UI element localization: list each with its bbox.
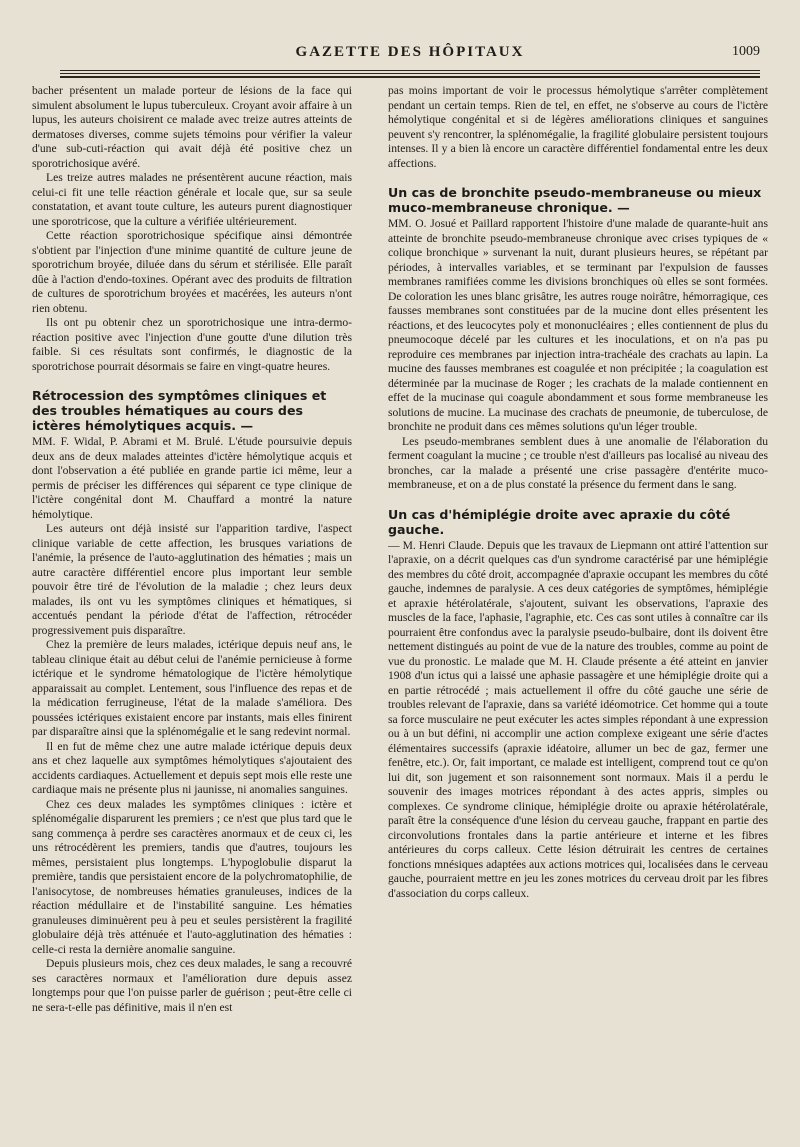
article-paragraph: MM. O. Josué et Paillard rapportent l'histoire d'une malade de quarante-huit ans atteinte de bronchite pseudo-membraneuse chronique avec crises typiques de « colique bronchique » survenant la nuit, durant plusieurs heures, se répétant par périodes, à intervalles variables, et se terminant par l'expulsion de fausses membranes ramifiées comme les divisions bronchiques où elles se sont formées. De coloration les unes blanc grisâtre, les autres rouge noirâtre, hémorragique, ces fausses membranes sont constituées par de la mucine dont elles présentent les réactions, et des leucocytes poly et mononucléaires ; elles contiennent de plus du pneumocoque décelé par les cultures et les inoculations, et on n'a pas pu reproduire ces membranes par injection intra-trachéale des crachats au lapin. La mucine des fausses membranes est coagulée et non précipitée ; la coagulation est déterminée par la mucinase de Roger ; les crachats de la malade contiennent en effet de la mucinase qui coagule abondamment et sous forme membraneuse les solutions de mucine. La mucinase des crachats de pneumonie, de tuberculose, de bronchite ne produit dans ces mêmes solutions qu'un léger trouble. [388,217,768,433]
section-heading: Un cas de bronchite pseudo-membraneuse ou mieux muco-membraneuse chronique. — [388,185,762,215]
left-column [32,84,352,1134]
article-paragraph: Les treize autres malades ne présentèrent aucune réaction, mais celui-ci fit une telle réaction générale et locale que, sur sa seule constatation, et avant toute culture, les auteurs purent diagnostiquer une sporotricose, que la culture a vérifiée ultérieurement. [32,171,352,228]
section-heading: Rétrocession des symptômes cliniques et des troubles hématiques au cours des ictères hémolytiques acquis. — [32,388,327,433]
article-paragraph: pas moins important de voir le processus hémolytique s'arrêter complètement pendant un certain temps. Rien de tel, en effet, ne s'observe au cours de l'ictère hémolytique congénital et si de légères améliorations cliniques et sanguines peuvent s'y rencontrer, la splénomégalie, la fragilité globulaire persistent toujours intenses. Il y a bien là encore un caractère différentiel fondamental entre les deux affections. [388,84,768,170]
article-paragraph: Depuis plusieurs mois, chez ces deux malades, le sang a recouvré ses caractères normaux et l'amélioration dure depuis assez longtemps pour que l'on puisse parler de guérison ; peut-être celle ci ne sera-t-elle pas définitive, mais il n'en est [32,957,352,1014]
right-column [388,84,768,1134]
article-paragraph: Les pseudo-membranes semblent dues à une anomalie de l'élaboration du ferment coagulant la mucine ; ce trouble n'est d'ailleurs pas localisé au niveau des bronches, car la malade a présenté une crise passagère d'entérite muco-membraneuse, et on a de plus constaté la présence du ferment dans le sang. [388,434,768,491]
section-heading: Un cas d'hémiplégie droite avec apraxie du côté gauche. [388,506,731,537]
header-rule [60,73,760,74]
article-paragraph: Cette réaction sporotrichosique spécifique ainsi démontrée s'obtient par l'injection d'une minime quantité de culture jeune de sporotrichum broyée, diluée dans du sérum et stérilisée. Elle paraît dûe à l'action d'endo-toxines. Opérant avec des produits de filtration de cultures de sporotrichum broyées et macérées, les auteurs n'ont rien obtenu. [32,229,352,315]
article-paragraph: — M. Henri Claude. Depuis que les travaux de Liepmann ont attiré l'attention sur l'apraxie, on a décrit quelques cas d'un syndrome caractérisé par une hémiplégie des membres du côté droit, accompagnée d'apraxie occupant les membres du côté gauche, indemnes de paralysie. A ces deux catégories de symptômes, hémiplégie et apraxie hétérolatérale, s'ajoutent, suivant les observations, l'apraxie des muscles de la face, l'aphasie, l'agraphie, etc. Ces cas sont utiles à connaître car ils pourraient être confondus avec la paralysie pseudo-bulbaire, dont ils doivent être nettement distingués au point de vue de la nature des troubles, comme au point de vue du pronostic. Le malade que M. H. Claude présente a été atteint en janvier 1908 d'un ictus qui a laissé une aphasie passagère et une hémiplégie droite qui a en partie rétrocédé ; mais actuellement il offre du côté gauche une série de troubles relevant de l'apraxie, dans sa variété idéomotrice. Cet homme qui a toute sa force musculaire ne peut exécuter les actes simples répondant à une expression ou à un but défini, ni accomplir une action complexe exigeant une série d'actes élémentaires successifs (apraxie idéatoire, allumer un bec de gaz, fermer une fenêtre, etc.). Or, fait important, ce malade est intelligent, comprend tout ce qu'on lui dit, son jugement et son raisonnement sont normaux. Mais il a perdu le souvenir des images motrices répondant à des actes appris, simples ou complexes. Ce syndrome clinique, hémiplégie droite ou apraxie hétérolatérale, paraît être la conséquence d'une lésion du cerveau gauche, frappant en partie des circonvolutions frontales dans la partie antérieure et interne et les fibres antérieures du corps calleux. Cette lésion détruirait les centres de certaines fonctions mnésiques adaptées aux actions motrices qui, localisées dans le cerveau gauche, pourraient mettre en jeu les zones motrices du cerveau droit par les fibres d'association du corps calleux. [388,538,768,900]
article-paragraph: Chez ces deux malades les symptômes cliniques : ictère et splénomégalie disparurent les premiers ; ce n'est que plus tard que le sang commença à perdre ses caractères anormaux et de ceux ci, les uns rétrocédèrent les premiers, tandis que d'autres, toujours les mêmes, persistaient plus longtemps. L'hypoglobulie disparut la première, tandis que persistaient encore de la polychromatophilie, de l'anisocytose, de nombreuses hématies granuleuses, indices de la réaction médullaire et de l'instabilité sanguine. Les hématies granuleuses diminuèrent peu à peu et seules persistèrent la fragilité globulaire déjà très atténuée et l'auto-agglutination des hématies : celle-ci resta la dernière anomalie sanguine. [32,797,352,956]
article-paragraph: Chez la première de leurs malades, ictérique depuis neuf ans, le tableau clinique était au début celui de l'anémie pernicieuse à forme ictérique et le syndrome hématologique de l'ictère hémolytique apparaissait au complet. Lentement, sous l'influence des repas et de la médication ferrugineuse, l'état de la malade s'améliora. Des poussées ictériques existaient encore par instants, mais elles finirent par disparaître ainsi que la splénomégalie et le sang redevint normal. [32,638,352,738]
header-rule [60,76,760,78]
article-paragraph: Ils ont pu obtenir chez un sporotrichosique une intra-dermo-réaction positive avec l'injection d'une goutte d'une dilution très faible. Si ces résultats sont confirmés, le diagnostic de la sporotrichose pourrait désormais se faire en vingt-quatre heures. [32,316,352,373]
article-paragraph: Il en fut de même chez une autre malade ictérique depuis deux ans et chez laquelle aux symptômes hémolytiques s'ajoutaient des accidents cardiaques. Actuellement et depuis sept mois elle reste une cardiaque mais ne présente plus ni jaunisse, ni anomalies sanguines. [32,739,352,796]
page-number: 1009 [732,44,760,59]
journal-title: GAZETTE DES HÔPITAUX [295,44,525,60]
article-paragraph: bacher présentent un malade porteur de lésions de la face qui simulent absolument le lupus tuberculeux. Croyant avoir affaire à un lupus, les auteurs choisirent ce malade avec treize autres atteints de dermatoses diverses, comme sujets témoins pour vérifier la valeur d'une sub-cuti-réaction qui avait déjà été positive chez un sporotrichosique avéré. [32,84,352,170]
header-rule [60,70,760,71]
article-paragraph: Les auteurs ont déjà insisté sur l'apparition tardive, l'aspect clinique variable de cette affection, les brusques variations de l'anémie, la présence de l'auto-agglutination des hématies ; mais un autre caractère différentiel encore plus important leur semble pouvoir être tiré de l'évolution de la maladie ; chez leurs deux malades, ils ont vu les symptômes cliniques et hématiques, si accentués pendant la période d'état de l'affection, rétrocéder progressivement puis disparaître. [32,522,352,637]
article-paragraph: MM. F. Widal, P. Abrami et M. Brulé. L'étude poursuivie depuis deux ans de deux malades atteintes d'ictère hémolytique acquis et dont l'observation a été publiée en grande partie ici même, leur a permis de préciser les différences qui séparent ce type clinique de l'ictère congénital dont M. Chauffard a montré la nature hémolytique. [32,435,352,521]
